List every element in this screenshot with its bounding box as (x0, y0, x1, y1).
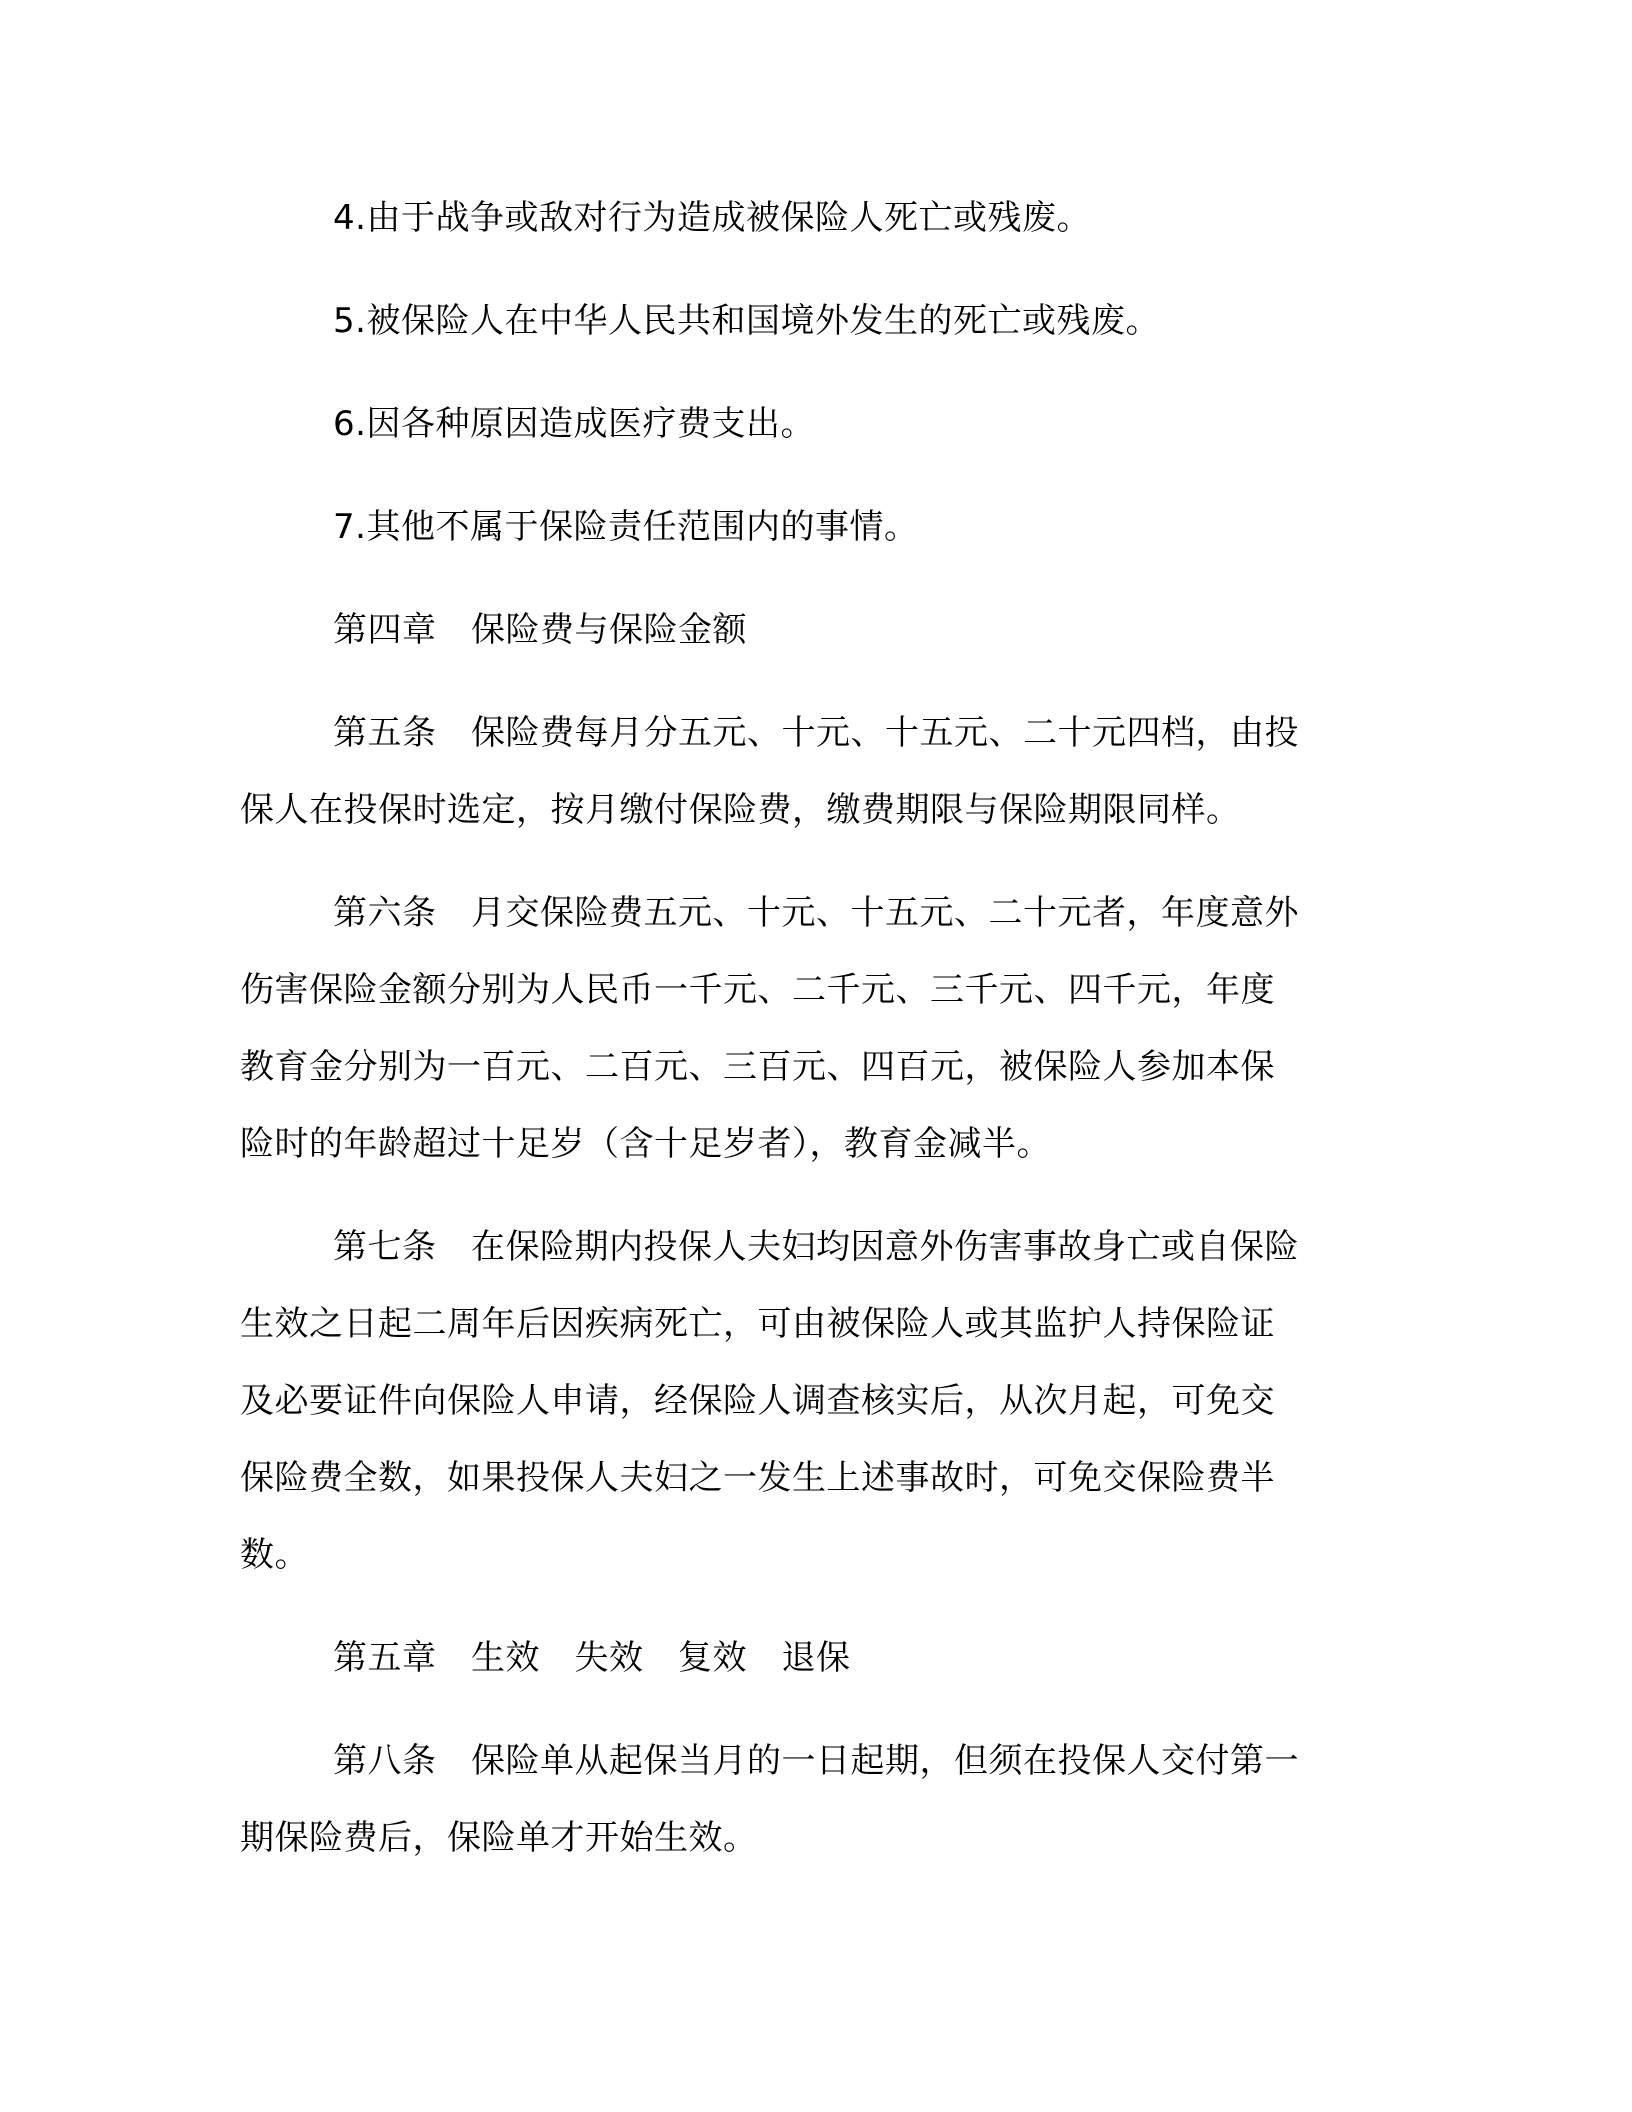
chapter-5-heading: 第五章 生效 失效 复效 退保 (333, 1638, 851, 1678)
article-7-line-4: 保险费全数，如果投保人夫妇之一发生上述事故时，可免交保险费半 (240, 1458, 1275, 1498)
exclusion-item-4: 4.由于战争或敌对行为造成被保险人死亡或残废。 (333, 198, 1091, 238)
article-7-line-5: 数。 (240, 1535, 309, 1575)
article-5-line-1: 第五条 保险费每月分五元、十元、十五元、二十元四档，由投 (333, 713, 1299, 753)
chapter-4-heading: 第四章 保险费与保险金额 (333, 610, 747, 650)
exclusion-item-7: 7.其他不属于保险责任范围内的事情。 (333, 507, 919, 547)
article-7-line-2: 生效之日起二周年后因疾病死亡，可由被保险人或其监护人持保险证 (240, 1304, 1275, 1344)
article-7-line-3: 及必要证件向保险人申请，经保险人调查核实后，从次月起，可免交 (240, 1381, 1275, 1421)
exclusion-item-6: 6.因各种原因造成医疗费支出。 (333, 404, 815, 444)
article-7-line-1: 第七条 在保险期内投保人夫妇均因意外伤害事故身亡或自保险 (333, 1227, 1299, 1267)
article-8-line-2: 期保险费后，保险单才开始生效。 (240, 1818, 758, 1858)
article-6-line-2: 伤害保险金额分别为人民币一千元、二千元、三千元、四千元，年度 (240, 970, 1275, 1010)
article-5-line-2: 保人在投保时选定，按月缴付保险费，缴费期限与保险期限同样。 (240, 790, 1241, 830)
article-6-line-3: 教育金分别为一百元、二百元、三百元、四百元，被保险人参加本保 (240, 1047, 1275, 1087)
article-8-line-1: 第八条 保险单从起保当月的一日起期，但须在投保人交付第一 (333, 1741, 1299, 1781)
article-6-line-1: 第六条 月交保险费五元、十元、十五元、二十元者，年度意外 (333, 893, 1299, 933)
article-6-line-4: 险时的年龄超过十足岁（含十足岁者），教育金减半。 (240, 1124, 1051, 1164)
exclusion-item-5: 5.被保险人在中华人民共和国境外发生的死亡或残废。 (333, 301, 1160, 341)
